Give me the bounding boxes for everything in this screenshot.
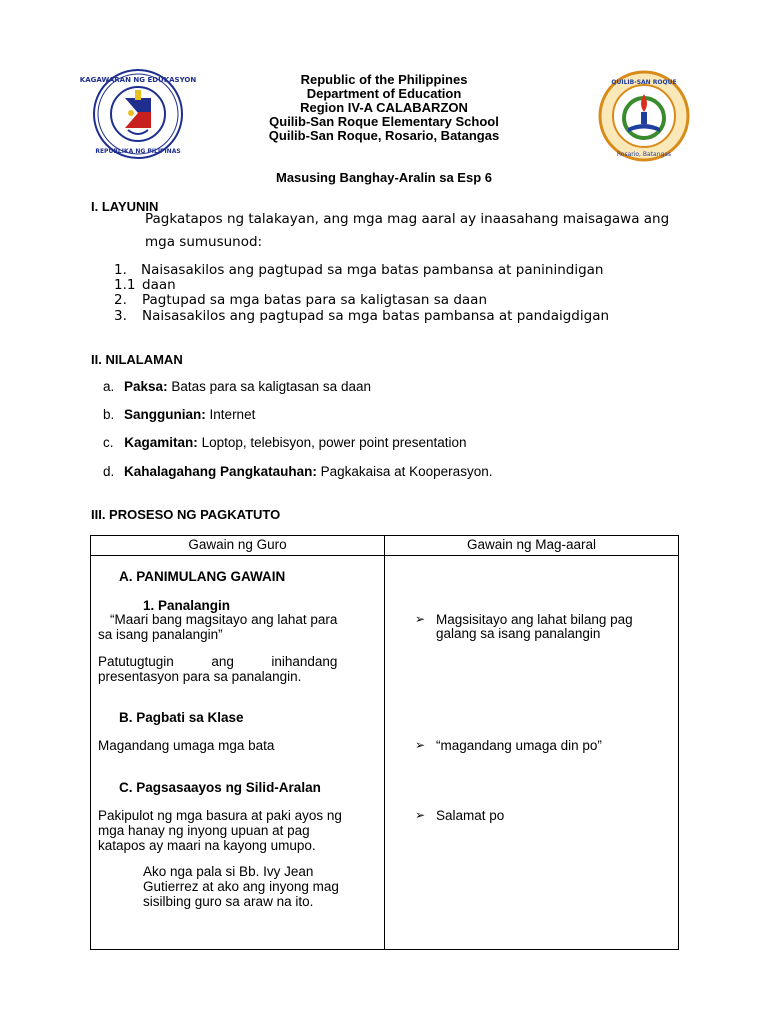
nilalaman-label: Kagamitan: xyxy=(124,435,198,450)
svg-text:Rosario, Batangas: Rosario, Batangas xyxy=(616,151,672,158)
nilalaman-label: Sanggunian: xyxy=(124,407,206,422)
student-response-2: “magandang umaga din po” xyxy=(436,738,602,753)
panimulang-gawain-heading: A. PANIMULANG GAWAIN xyxy=(119,569,286,584)
layunin-item-num: 1. xyxy=(114,262,127,278)
layunin-item-num: 1.1 xyxy=(114,277,136,293)
svg-text:KAGAWARAN NG EDUKASYON: KAGAWARAN NG EDUKASYON xyxy=(79,76,197,84)
student-response-1a: Magsisitayo ang lahat bilang pag xyxy=(436,612,633,627)
svg-text:REPUBLIKA NG PILIPINAS: REPUBLIKA NG PILIPINAS xyxy=(95,148,181,155)
pagsasaayos-text-3: katapos ay maari na kayong umupo. xyxy=(98,838,316,853)
nilalaman-item xyxy=(103,435,467,450)
nilalaman-label: Kahalagahang Pangkatauhan: xyxy=(124,464,317,479)
arrow-bullet-icon: ➢ xyxy=(415,612,426,626)
layunin-item-text: Pagtupad sa mga batas para sa kaligtasan sa daan xyxy=(142,292,488,308)
header-school: Quilib-San Roque Elementary School xyxy=(269,114,499,129)
teacher-intro-2: Gutierrez at ako ang inyong mag xyxy=(143,879,339,894)
layunin-item-num: 3. xyxy=(114,308,127,324)
nilalaman-letter: b. xyxy=(103,407,115,422)
header-address: Quilib-San Roque, Rosario, Batangas xyxy=(268,128,500,143)
patugtog-text-1: Patutugtugin ang inihandang xyxy=(98,654,338,669)
layunin-item-text: daan xyxy=(142,277,176,293)
nilalaman-letter: c. xyxy=(103,435,114,450)
proseso-heading: III. PROSESO NG PAGKATUTO xyxy=(91,507,281,522)
nilalaman-heading: II. NILALAMAN xyxy=(91,352,183,367)
nilalaman-item xyxy=(103,464,492,479)
layunin-intro-1: Pagkatapos ng talakayan, ang mga mag aaral ay inaasahang maisagawa ang xyxy=(145,211,670,227)
pagsasaayos-text-1: Pakipulot ng mga basura at paki ayos ng xyxy=(98,808,342,823)
nilalaman-value: Pagkakaisa at Kooperasyon. xyxy=(320,464,493,479)
nilalaman-letter: a. xyxy=(103,379,115,394)
student-response-1b: galang sa isang panalangin xyxy=(436,626,601,641)
nilalaman-item xyxy=(103,379,371,394)
layunin-item-text: Naisasakilos ang pagtupad sa mga batas pambansa at pandaigdigan xyxy=(142,308,610,324)
header-region: Region IV-A CALABARZON xyxy=(300,100,468,115)
pagbati-text: Magandang umaga mga bata xyxy=(98,738,275,753)
nilalaman-label: Paksa: xyxy=(124,379,168,394)
layunin-item-text: Naisasakilos ang pagtupad sa mga batas pambansa at paninindigan xyxy=(141,262,604,278)
layunin-heading: I. LAYUNIN xyxy=(91,199,159,214)
pagsasaayos-text-2: mga hanay ng inyong upuan at pag xyxy=(98,823,310,838)
arrow-bullet-icon: ➢ xyxy=(415,738,426,752)
pagbati-heading: B. Pagbati sa Klase xyxy=(119,710,244,725)
nilalaman-item xyxy=(103,407,255,422)
teacher-intro-3: sisilbing guro sa araw na ito. xyxy=(143,894,314,909)
teacher-intro-1: Ako nga pala si Bb. Ivy Jean xyxy=(143,864,314,879)
patugtog-text-2: presentasyon para sa panalangin. xyxy=(98,669,302,684)
svg-text:QUILIB-SAN ROQUE: QUILIB-SAN ROQUE xyxy=(611,79,677,86)
table-header-guro: Gawain ng Guro xyxy=(188,537,287,552)
nilalaman-letter: d. xyxy=(103,464,115,479)
panalangin-question-1: “Maari bang magsitayo ang lahat para xyxy=(110,612,338,627)
table-column-divider xyxy=(384,535,385,950)
header-department: Department of Education xyxy=(306,86,462,101)
layunin-item-num: 2. xyxy=(114,292,127,308)
layunin-intro-2: mga sumusunod: xyxy=(145,234,263,250)
lesson-title: Masusing Banghay-Aralin sa Esp 6 xyxy=(275,170,492,185)
panalangin-heading: 1. Panalangin xyxy=(143,598,231,613)
nilalaman-value: Batas para sa kaligtasan sa daan xyxy=(171,379,371,394)
nilalaman-value: Internet xyxy=(209,407,256,422)
arrow-bullet-icon: ➢ xyxy=(415,808,426,822)
table-header-magaaral: Gawain ng Mag-aaral xyxy=(466,537,597,552)
student-response-3: Salamat po xyxy=(436,808,505,823)
header-republic: Republic of the Philippines xyxy=(300,72,468,87)
panalangin-question-2: sa isang panalangin” xyxy=(98,627,223,642)
pagsasaayos-heading: C. Pagsasaayos ng Silid-Aralan xyxy=(119,780,321,795)
nilalaman-value: Loptop, telebisyon, power point presentation xyxy=(201,435,467,450)
